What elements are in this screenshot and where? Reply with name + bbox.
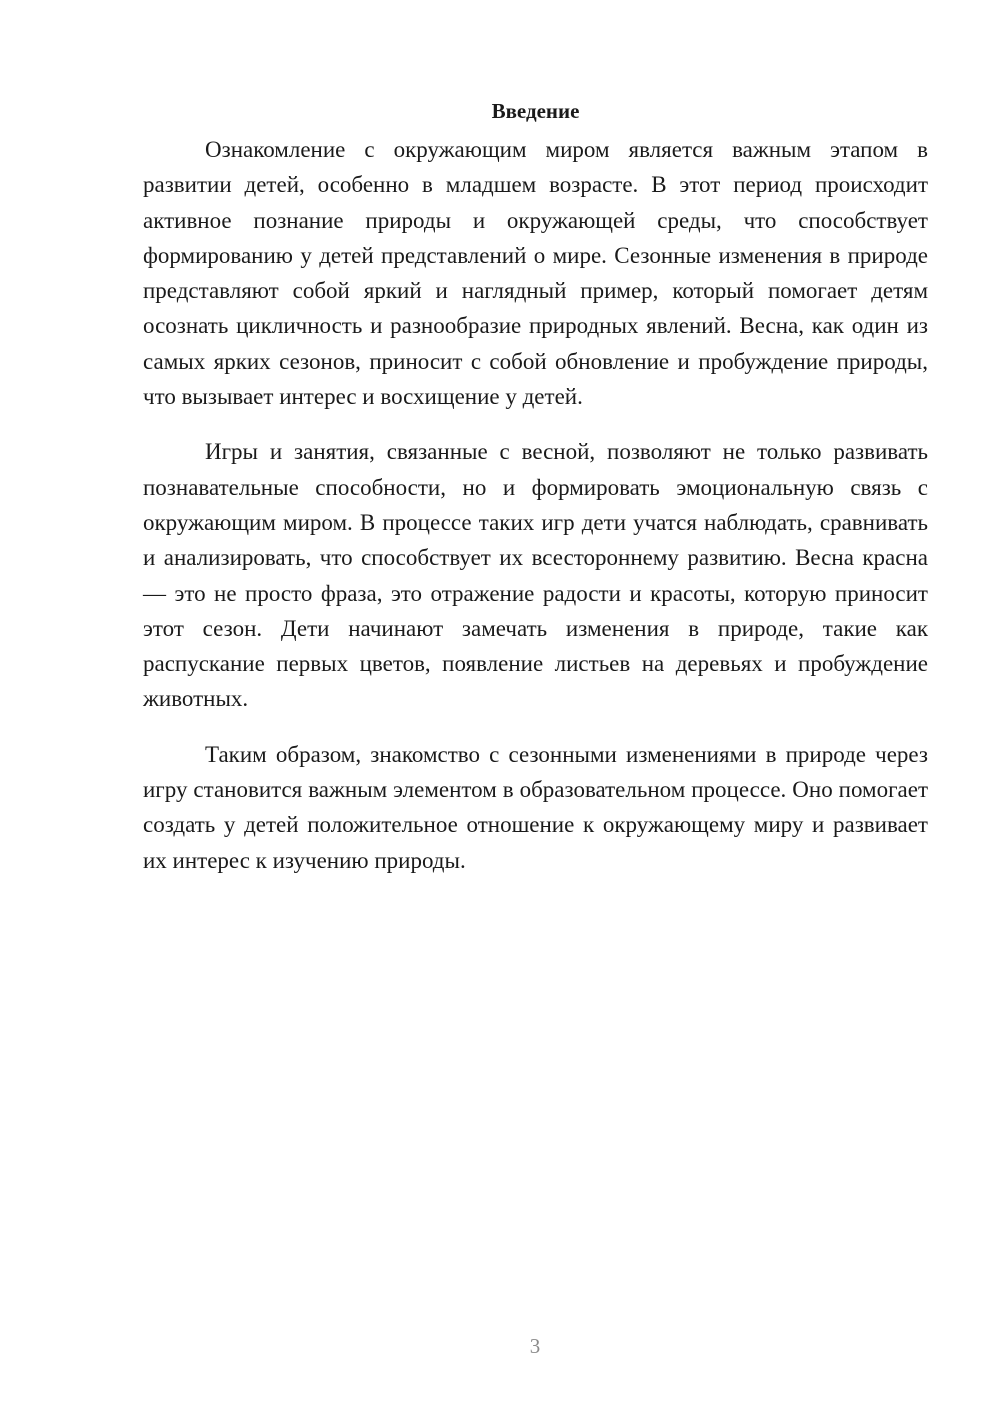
section-heading: Введение bbox=[491, 99, 580, 123]
page-content bbox=[143, 92, 928, 898]
paragraph-2: Игры и занятия, связанные с весной, позволяют не только развивать познавательные способности, но и формировать эмоциональную связь с окружающим миром. В процессе таких игр дети учатся наблюдать, сравнивать и анализировать, что способствует их всестороннему развитию. Весна красна — это не просто фраза, это отражение радости и красоты, которую приносит этот сезон. Дети начинают замечать изменения в природе, такие как распускание первых цветов, появление листьев на деревьях и пробуждение животных. bbox=[143, 439, 928, 712]
paragraph-3: Таким образом, знакомство с сезонными изменениями в природе через игру становится важным элементом в образовательном процессе. Оно помогает создать у детей положительное отношение к окружающему миру и развивает их интерес к изучению природы. bbox=[143, 741, 928, 873]
page-number: 3 bbox=[529, 1334, 541, 1358]
paragraph-1: Ознакомление с окружающим миром является важным этапом в развитии детей, особенно в младшем возрасте. В этот период происходит активное познание природы и окружающей среды, что способствует формированию у детей представлений о мире. Сезонные изменения в природе представляют собой яркий и наглядный пример, который помогает детям осознать цикличность и разнообразие природных явлений. Весна, как один из самых ярких сезонов, приносит с собой обновление и пробуждение природы, что вызывает интерес и восхищение у детей. bbox=[143, 137, 928, 410]
